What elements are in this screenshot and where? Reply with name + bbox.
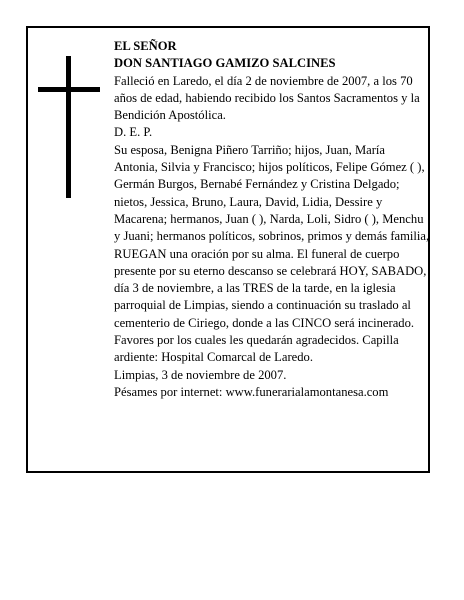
funeral-request: RUEGAN una oración por su alma. El funeral de cuerpo presente por su eterno descanso se celebrará HOY, SABADO, día 3 de noviembre, a las TRES de la tarde, en la iglesia parroquial de Limpias, siendo a continuación su traslado al cementerio de Ciriego, donde a las CINCO será incinerado. Favores por los cuales les quedarán agradecidos. Capilla ardiente: Hospital Comarcal de Laredo. bbox=[114, 246, 427, 365]
cross-icon bbox=[38, 56, 100, 198]
rest-in-peace: D. E. P. bbox=[114, 125, 153, 140]
obituary-notice bbox=[26, 26, 430, 473]
death-statement: Falleció en Laredo, el día 2 de noviembre de 2007, a los 70 años de edad, habiendo recibido los Santos Sacramentos y la Bendición Apostólica. bbox=[114, 73, 420, 123]
deceased-name: DON SANTIAGO GAMIZO SALCINES bbox=[114, 56, 336, 71]
notice-heading: EL SEÑOR bbox=[114, 39, 177, 53]
obituary-text bbox=[114, 38, 430, 401]
cross-horizontal-bar bbox=[38, 87, 100, 92]
cross-vertical-bar bbox=[66, 56, 71, 198]
condolences-line: Pésames por internet: www.funerarialamontanesa.com bbox=[114, 384, 389, 399]
place-date: Limpias, 3 de noviembre de 2007. bbox=[114, 367, 287, 382]
family-list: Su esposa, Benigna Piñero Tarriño; hijos, Juan, María Antonia, Silvia y Francisco; hijos políticos, Felipe Gómez ( ), Germán Burgos, Bernabé Fernández y Cristina Delgado; nietos, Jessica, Bruno, Laura, David, Lidia, Dessire y Macarena; hermanos, Juan ( ), Narda, Loli, Sidro ( ), Menchu y Juani; hermanos políticos, sobrinos, primos y demás familia, bbox=[114, 142, 430, 244]
